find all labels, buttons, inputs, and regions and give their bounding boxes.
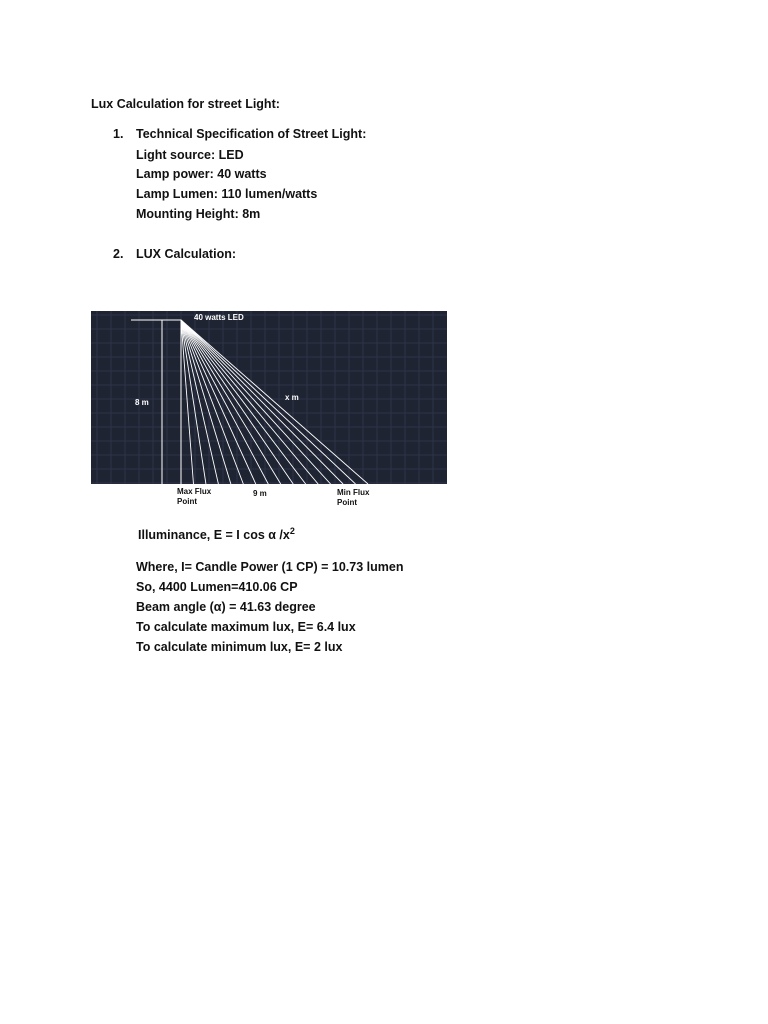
formula-text: Illuminance, E = I cos α /x <box>138 528 290 542</box>
section1-heading: Technical Specification of Street Light: <box>136 127 367 141</box>
calc-line-beam-angle: Beam angle (α) = 41.63 degree <box>136 600 316 614</box>
light-beam-diagram <box>91 311 447 484</box>
section2-number: 2. <box>113 247 124 261</box>
page-title: Lux Calculation for street Light: <box>91 97 280 111</box>
calc-line-lumen-cp: So, 4400 Lumen=410.06 CP <box>136 580 298 594</box>
spec-light-source: Light source: LED <box>136 148 244 162</box>
beam-ray <box>181 320 193 484</box>
max-flux-label-line2: Point <box>177 497 197 506</box>
calc-line-candle-power: Where, I= Candle Power (1 CP) = 10.73 lumen <box>136 560 404 574</box>
spec-mounting-height: Mounting Height: 8m <box>136 207 261 221</box>
beam-ray <box>181 320 206 484</box>
diagram-svg <box>91 311 447 484</box>
section2-heading: LUX Calculation: <box>136 247 237 261</box>
section1-number: 1. <box>113 127 124 141</box>
calc-line-max-lux: To calculate maximum lux, E= 6.4 lux <box>136 620 356 634</box>
beam-ray <box>181 320 356 484</box>
illuminance-formula <box>138 525 295 545</box>
max-flux-label-line1: Max Flux <box>177 487 212 496</box>
beam-ray <box>181 320 256 484</box>
formula-exponent: 2 <box>289 525 295 536</box>
height-label: 8 m <box>135 398 149 407</box>
beam-ray <box>181 320 268 484</box>
beam-ray <box>181 320 331 484</box>
min-flux-label-line2: Point <box>337 498 357 507</box>
beam-ray <box>181 320 281 484</box>
spec-lamp-lumen: Lamp Lumen: 110 lumen/watts <box>136 187 318 201</box>
calc-line-min-lux: To calculate minimum lux, E= 2 lux <box>136 640 343 654</box>
beam-ray <box>181 320 318 484</box>
hypotenuse-label: x m <box>285 393 299 402</box>
beam-ray <box>181 320 243 484</box>
min-flux-label-line1: Min Flux <box>337 488 370 497</box>
beam-ray <box>181 320 343 484</box>
lamp-label: 40 watts LED <box>194 313 244 322</box>
base-distance-label: 9 m <box>253 489 267 498</box>
spec-lamp-power: Lamp power: 40 watts <box>136 167 267 181</box>
